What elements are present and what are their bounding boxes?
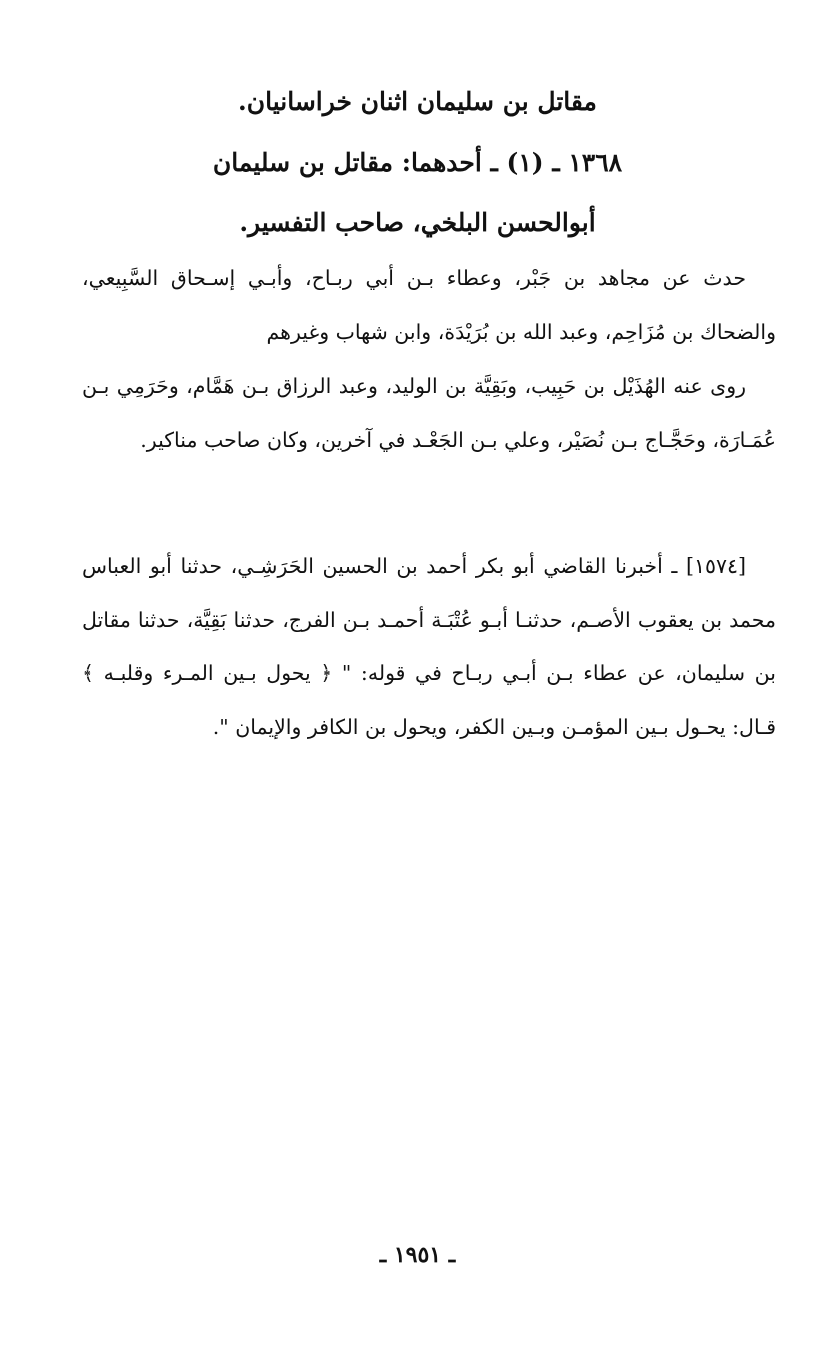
narration-text: [١٥٧٤] ـ أخبرنا القاضي أبو بكر أحمد بن الحسين الحَرَشِـي، حدثنا أبو العباس محمد بن يعقوب الأصـم، حدثنـا أبـو عُتْبَـة أحمـد بـن الفرج، حدثنا بَقِيَّة، حدثنا مقاتل بن سليمان، عن عطاء بـن أبـي ربـاح في قوله: " ﴿ يحول بـين المـرء وقلبـه ﴾ قـال: يحـول بـين المؤمـن وبـين الكفر، ويحول بن الكافر والإيمان ". (82, 554, 776, 739)
page-number: ـ ١٩٥١ ـ (379, 1242, 456, 1268)
entry-subheading: أبوالحسن البلخي، صاحب التفسير. (239, 208, 596, 237)
entry-heading: ١٣٦٨ ـ (١) ـ أحدهما: مقاتل بن سليمان (212, 148, 623, 177)
teachers-paragraph (82, 252, 776, 359)
students-paragraph (82, 360, 776, 467)
narration-paragraph (82, 540, 776, 754)
section-title: مقاتل بن سليمان اثنان خراسانيان. (238, 87, 597, 116)
students-text: روى عنه الهُذَيْل بن حَبِيب، وبَقِيَّة بن الوليد، وعبد الرزاق بـن هَمَّام، وحَرَمِي بـن عُمَـارَة، وحَجَّـاج بـن نُصَيْر، وعلي بـن الجَعْـد في آخرين، وكان صاحب مناكير. (82, 374, 776, 452)
teachers-text: حدث عن مجاهد بن جَبْر، وعطاء بـن أبي ربـاح، وأبـي إسـحاق السَّبِيعي، والضحاك بن مُزَاحِم، وعبد الله بن بُرَيْدَة، وابن شهاب وغيرهم (82, 266, 776, 344)
